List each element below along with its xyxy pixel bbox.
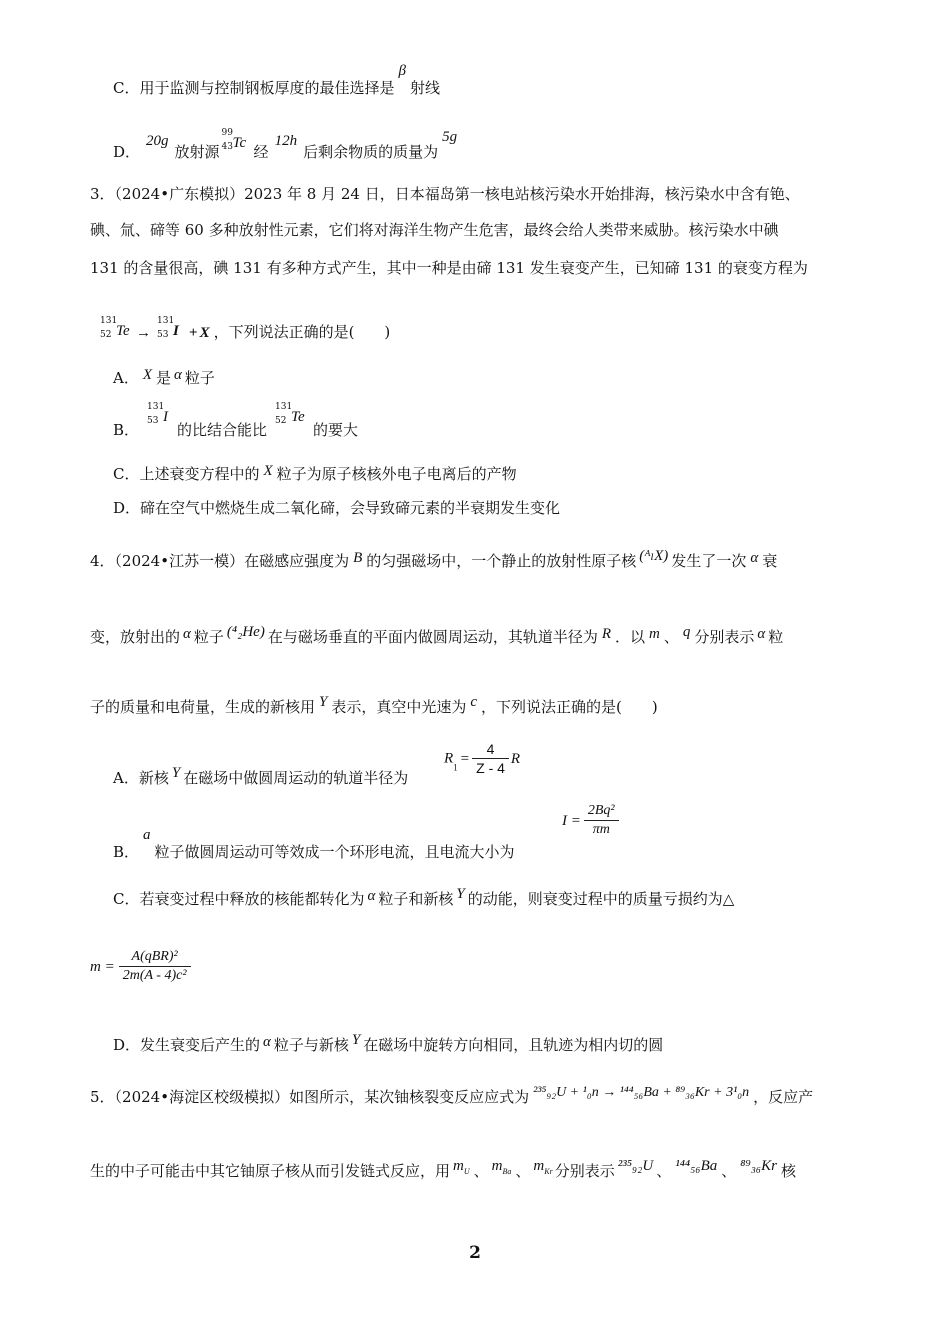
q4-stem-line3 [90, 694, 658, 718]
subscript: U [463, 1167, 470, 1176]
text: C．上述衰变方程中的 [113, 465, 260, 483]
mass-number: 131 [147, 402, 165, 412]
c-symbol: c [470, 694, 478, 710]
m-symbol: m [649, 626, 660, 642]
text: 4．（2024•江苏一模）在磁感应强度为 [90, 552, 350, 570]
mass-number: 131 [275, 402, 293, 412]
fraction [584, 802, 619, 839]
y-symbol: Y [171, 765, 181, 781]
y-symbol: Y [351, 1032, 361, 1048]
te131-isotope [100, 316, 130, 341]
mass-number: 131 [100, 316, 118, 326]
q3-option-d: D．碲在空气中燃烧生成二氧化碲，会导致碲元素的半衰期发生变化 [113, 499, 561, 517]
text: 发生了一次 [671, 552, 747, 570]
text: 的要大 [313, 421, 359, 439]
separator: 、 [515, 1162, 531, 1180]
text: 粒 [768, 628, 784, 646]
denominator: 2m(A - 4)c² [122, 968, 187, 983]
i131-isotope [147, 402, 175, 427]
text: 的匀强磁场中，一个静止的放射性原子核 [366, 552, 637, 570]
text: 的动能，则衰变过程中的质量亏损约为△ [467, 890, 735, 908]
te131-isotope [275, 402, 311, 427]
q3-stem-line3: 131 的含量很高，碘 131 有多种方式产生，其中一种是由碲 131 发生衰变产生，已知碲 131 的衰变方程为 [90, 259, 808, 277]
q-symbol: q [682, 624, 691, 640]
numerator: 2Bq² [584, 802, 619, 821]
alpha-symbol: α [750, 550, 759, 566]
q4-stem-line1 [90, 548, 778, 572]
text: 在磁场中做圆周运动的轨道半径为 [183, 769, 409, 787]
mass-number: 99 [221, 128, 233, 138]
text: 粒子 [184, 369, 215, 387]
atomic-number: 53 [147, 416, 159, 426]
x-symbol: X [263, 463, 273, 479]
q3-decay-equation [98, 316, 391, 343]
text: ，反应产 [753, 1088, 814, 1106]
text: ，下列说法正确的是( ) [481, 698, 658, 716]
text: 分别表示 [694, 628, 755, 646]
option-label: B． [113, 421, 140, 439]
mass-5g: 5g [442, 129, 458, 145]
q2-d-text: 后剩余物质的质量为 [303, 143, 439, 161]
x-symbol: X [142, 367, 153, 383]
alpha-symbol: α [174, 367, 182, 383]
q2-option-c [113, 63, 440, 99]
r1-symbol: R [444, 750, 454, 767]
text: 在磁场中旋转方向相同，且轨迹为相内切的圆 [363, 1036, 664, 1054]
q3-option-a [113, 368, 215, 389]
y-symbol: Y [319, 694, 328, 710]
text: 核 [780, 1162, 796, 1180]
text: 衰 [762, 552, 778, 570]
text: C．若衰变过程中释放的核能都转化为 [113, 890, 365, 908]
arrow-icon: → [136, 325, 151, 341]
q4-option-c [113, 886, 735, 910]
text: 5．（2024•海淀区校级模拟）如图所示，某次铀核裂变反应应式为 [90, 1088, 530, 1106]
q4-stem-line2 [90, 624, 784, 648]
text: 粒子 [193, 628, 224, 646]
text: 变，放射出的 [90, 628, 181, 646]
separator: 、 [721, 1162, 737, 1180]
y-symbol: Y [456, 886, 465, 902]
option-label: B． [113, 843, 140, 861]
denominator: πm [592, 822, 610, 837]
element-symbol: I [163, 409, 169, 425]
denominator: Z - 4 [476, 760, 505, 776]
text: 分别表示 [554, 1162, 615, 1180]
a-symbol: a [143, 827, 151, 843]
tc99-isotope [221, 128, 252, 153]
q2-d-text: 经 [253, 143, 269, 161]
text: 表示，真空中光速为 [331, 698, 467, 716]
text: 在与磁场垂直的平面内做圆周运动，其轨道半径为 [267, 628, 598, 646]
element-symbol: Te [291, 409, 305, 425]
mass-ba: m [491, 1158, 503, 1174]
atomic-number: 52 [275, 416, 287, 426]
q4-option-d [113, 1032, 664, 1056]
numerator: 4 [472, 740, 509, 759]
mass-u: m [453, 1158, 464, 1174]
q4-c-formula [90, 948, 191, 985]
q2-d-text: 放射源 [174, 143, 220, 161]
text: 粒子做圆周运动可等效成一个环形电流，且电流大小为 [154, 843, 515, 861]
page-number: 2 [469, 1243, 481, 1263]
q4-option-a [113, 765, 409, 789]
element-symbol: I [173, 323, 179, 339]
r-symbol: R [510, 750, 521, 767]
text: 、 [663, 628, 679, 646]
q3-stem-line2: 碘、氚、碲等 60 多种放射性元素，它们将对海洋生物产生危害，最终会给人类带来威胁。核污染水中碘 [90, 221, 779, 239]
element-symbol: Tc [232, 135, 247, 151]
mass-number: 131 [157, 316, 175, 326]
text: 生的中子可能击中其它铀原子核从而引发链式反应，用 [90, 1162, 451, 1180]
q2-option-d [113, 128, 458, 163]
q4-option-b [113, 827, 515, 863]
separator: 、 [473, 1162, 489, 1180]
q4-b-formula [562, 802, 619, 839]
text: 粒子为原子核核外电子电离后的产物 [276, 465, 517, 483]
mass-kr: m [533, 1158, 545, 1174]
text: 粒子与新核 [273, 1036, 349, 1054]
text: D．发生衰变后产生的 [113, 1036, 261, 1054]
alpha-symbol: α [757, 626, 766, 642]
kr89-isotope: ⁸⁹₃₆Kr [740, 1158, 777, 1174]
q2-c-text-end: 射线 [409, 79, 440, 97]
b-symbol: B [353, 550, 363, 566]
mass-20g: 20g [146, 133, 169, 149]
fission-equation: ²³⁵₉₂U + ¹₀n → ¹⁴⁴₅₆Ba + ⁸⁹₃₆Kr + 3¹₀n [533, 1085, 750, 1100]
text: 的比结合能比 [177, 421, 268, 439]
atomic-number: 52 [100, 330, 112, 340]
equals-sign: = [460, 750, 470, 767]
option-label: A． [113, 369, 139, 387]
i131-isotope [157, 316, 185, 341]
q3-option-b [113, 402, 359, 441]
atomic-number: 53 [157, 330, 169, 340]
fraction [119, 948, 191, 985]
helium-nucleus: (⁴₂He) [226, 624, 265, 640]
current-lhs: I = [562, 812, 581, 829]
x-particle: X [199, 325, 210, 341]
ba144-isotope: ¹⁴⁴₅₆Ba [675, 1158, 718, 1174]
beta-symbol: β [398, 63, 406, 79]
fraction [472, 740, 509, 777]
u235-isotope: ²³⁵₉₂U [617, 1158, 654, 1174]
q3-stem-line1: 3．（2024•广东模拟）2023 年 8 月 24 日，日本福岛第一核电站核污染水开始排海，核污染水中含有铯、 [90, 185, 800, 203]
time-12h: 12h [274, 133, 298, 149]
q5-stem-line1 [90, 1087, 813, 1109]
numerator: A(qBR)² [119, 948, 191, 967]
q5-stem-line2 [90, 1158, 796, 1184]
text: 粒子和新核 [378, 890, 454, 908]
q3-question: ，下列说法正确的是( ) [213, 323, 391, 341]
alpha-symbol: α [263, 1034, 271, 1050]
plus-sign: + [189, 325, 198, 341]
alpha-symbol: α [183, 626, 191, 642]
atomic-number: 43 [221, 142, 233, 152]
nucleus-x: (ᴬₗX) [639, 548, 669, 564]
mass-defect-lhs: m = [90, 958, 115, 975]
separator: 、 [656, 1162, 672, 1180]
text: 子的质量和电荷量，生成的新核用 [90, 698, 316, 716]
text: 是 [156, 369, 172, 387]
q4-a-formula [444, 740, 520, 777]
text: A．新核 [113, 769, 169, 787]
q3-option-c [113, 464, 517, 485]
element-symbol: Te [116, 323, 130, 339]
alpha-symbol: α [367, 888, 376, 904]
subscript: 1 [453, 762, 458, 773]
q2-c-text: C．用于监测与控制钢板厚度的最佳选择是 [113, 79, 395, 97]
r-symbol: R [601, 626, 612, 642]
option-label: D． [113, 143, 141, 161]
subscript: Ba [502, 1167, 512, 1176]
subscript: Kr [544, 1167, 553, 1176]
text: ．以 [615, 628, 646, 646]
